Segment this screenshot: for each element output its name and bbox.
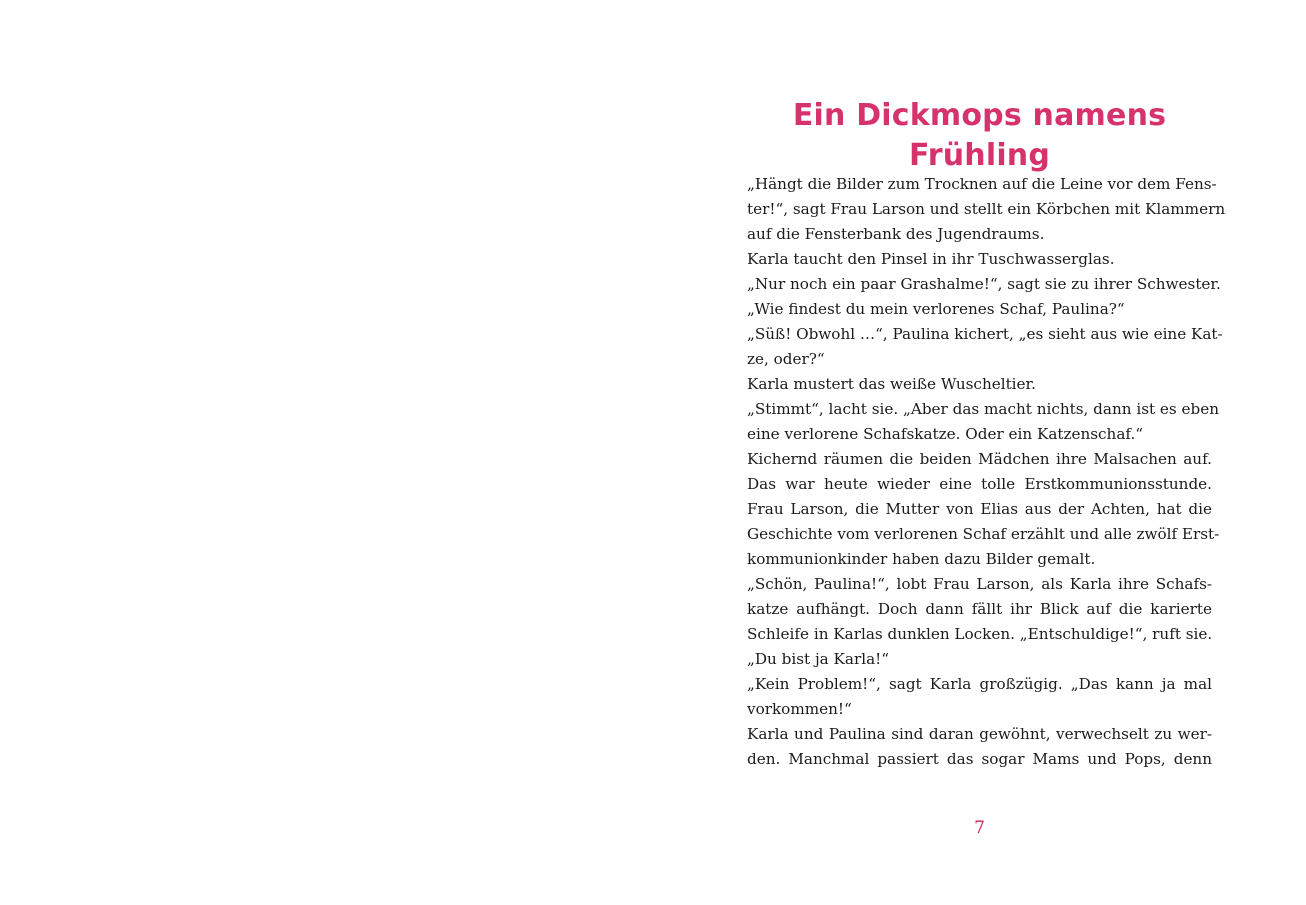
text-line: auf die Fensterbank des Jugendraums. xyxy=(747,225,1045,243)
text-line: „Süß! Obwohl …“, Paulina kichert, „es sieht aus wie eine Kat- xyxy=(747,325,1223,343)
text-line: „Schön, Paulina!“, lobt Frau Larson, als Karla ihre Schafs- xyxy=(747,575,1212,593)
text-line: „Hängt die Bilder zum Trocknen auf die Leine vor dem Fens- xyxy=(747,175,1217,193)
text-line: ter!“, sagt Frau Larson und stellt ein Körbchen mit Klammern xyxy=(747,200,1226,218)
text-line: Geschichte vom verlorenen Schaf erzählt und alle zwölf Erst- xyxy=(747,525,1220,543)
text-line: eine verlorene Schafskatze. Oder ein Katzenschaf.“ xyxy=(747,425,1144,443)
text-line: „Nur noch ein paar Grashalme!“, sagt sie zu ihrer Schwester. xyxy=(747,275,1221,293)
text-line: vorkommen!“ xyxy=(747,700,852,718)
chapter-title: Ein Dickmops namens Frühling xyxy=(792,98,1167,173)
text-line: Das war heute wieder eine tolle Erstkommunionsstunde. xyxy=(747,475,1212,493)
text-line: katze aufhängt. Doch dann fällt ihr Blick auf die karierte xyxy=(747,600,1212,618)
text-line: „Wie findest du mein verlorenes Schaf, Paulina?“ xyxy=(747,300,1125,318)
text-line: Karla und Paulina sind daran gewöhnt, verwechselt zu wer- xyxy=(747,725,1212,743)
text-line: „Kein Problem!“, sagt Karla großzügig. „Das kann ja mal xyxy=(747,675,1212,693)
text-line: Kichernd räumen die beiden Mädchen ihre Malsachen auf. xyxy=(747,450,1212,468)
text-line: Schleife in Karlas dunklen Locken. „Entschuldige!“, ruft sie. xyxy=(747,625,1213,643)
text-line: Karla mustert das weiße Wuscheltier. xyxy=(747,375,1036,393)
text-line: Frau Larson, die Mutter von Elias aus der Achten, hat die xyxy=(747,500,1212,518)
text-line: Karla taucht den Pinsel in ihr Tuschwasserglas. xyxy=(747,250,1115,268)
body-text xyxy=(747,172,1226,772)
page-number: 7 xyxy=(974,818,985,838)
text-line: den. Manchmal passiert das sogar Mams und Pops, denn xyxy=(747,750,1212,768)
text-line: kommunionkinder haben dazu Bilder gemalt. xyxy=(747,550,1096,568)
text-line: ze, oder?“ xyxy=(747,350,825,368)
text-line: „Stimmt“, lacht sie. „Aber das macht nichts, dann ist es eben xyxy=(747,400,1220,418)
text-line: „Du bist ja Karla!“ xyxy=(747,650,889,668)
